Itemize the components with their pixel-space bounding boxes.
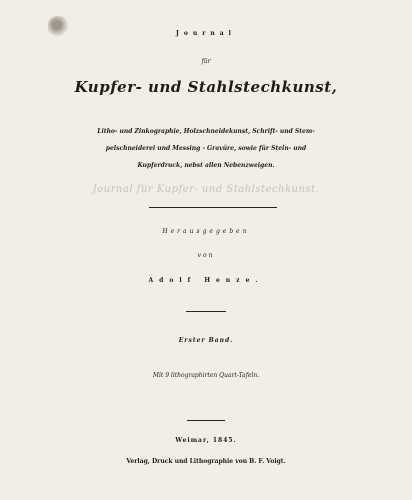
volume-label: Erster Band. [178,337,234,344]
divider-rule [149,207,277,208]
divider-rule [187,420,225,421]
divider-rule [186,311,226,312]
publisher-line: Verlag, Druck und Lithographie von B. F. Voigt. [126,458,286,465]
author-name: Adolf Henze. [148,277,264,284]
subtitle-line-3: Kupferdruck, nebst allen Nebenzweigen. [137,162,275,169]
imprint-place-year: Weimar, 1845. [175,437,237,444]
subtitle-line-1: Litho- und Zinkographie, Holzschneidekunst, Schrift- und Stem- [97,128,315,135]
subtitle-line-2: pelschneiderei und Messing - Gravüre, sowie für Stein- und [105,145,307,152]
von-label: von [197,252,215,259]
bleed-through-text: Journal für Kupfer- und Stahlstechkunst. [92,184,320,195]
main-title: Kupfer- und Stahlstechkunst, [74,78,338,96]
title-fuer: für [201,58,211,65]
title-journal: Journal [176,30,236,37]
edited-by: Herausgegeben [162,228,250,235]
plates-note: Mit 9 lithographirten Quart-Tafeln. [152,372,260,379]
